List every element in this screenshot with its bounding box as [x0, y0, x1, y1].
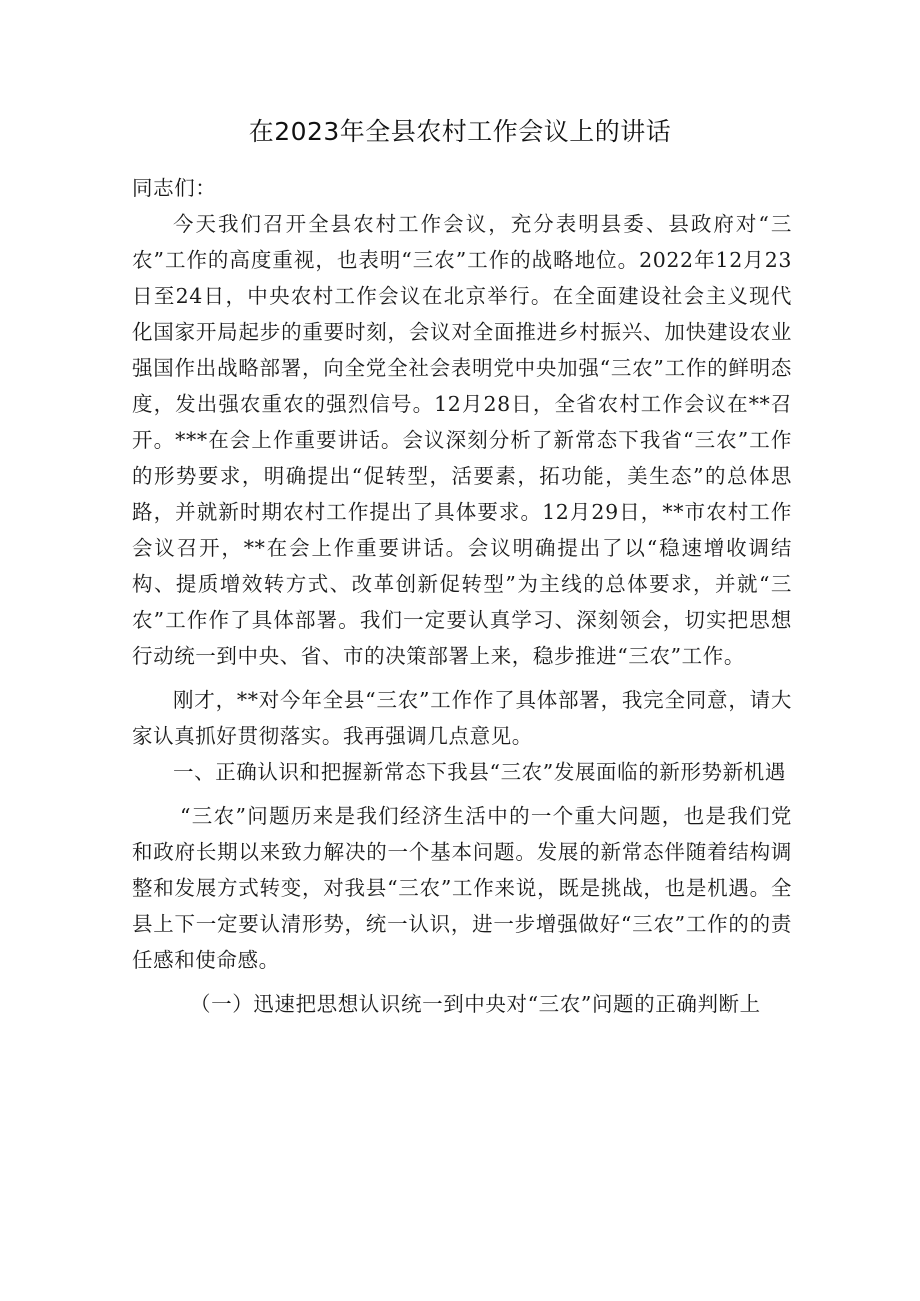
sub-heading: （一）迅速把思想认识统一到中央对“三农”问题的正确判断上 — [190, 992, 761, 1016]
paragraph-opening: 今天我们召开全县农村工作会议，充分表明县委、县政府对“三农”工作的高度重视，也表明“三农”工作的战略地位。2022年12月23日至24日，中央农村工作会议在北京举行。在全面建设社会主义现代化国家开局起步的重要时刻，会议对全面推进乡村振兴、加快建设农业强国作出战略部署，向全党全社会表明党中央加强“三农”工作的鲜明态度，发出强农重农的强烈信号。12月28日，全省农村工作会议在**召开。***在会上作重要讲话。会议深刻分析了新常态下我省“三农”工作的形势要求，明确提出“促转型，活要素，拓功能，美生态”的总体思路，并就新时期农村工作提出了具体要求。12月29日，**市农村工作会议召开，**在会上作重要讲话。会议明确提出了以“稳速增收调结构、提质增效转方式、改革创新促转型”为主线的总体要求，并就“三农”工作作了具体部署。我们一定要认真学习、深刻领会，切实把思想行动统一到中央、省、市的决策部署上来，稳步推进“三农”工作。 — [132, 212, 792, 668]
paragraph-instructions: 刚才，**对今年全县“三农”工作作了具体部署，我完全同意，请大家认真抓好贯彻落实。我再强调几点意见。 — [132, 688, 792, 748]
section-heading: 一、正确认识和把握新常态下我县“三农”发展面临的新形势新机遇 — [173, 760, 786, 784]
document-title: 在2023年全县农村工作会议上的讲话 — [248, 117, 672, 146]
section-paragraph: “三农”问题历来是我们经济生活中的一个重大问题，也是我们党和政府长期以来致力解决的一个基本问题。发展的新常态伴随着结构调整和发展方式转变，对我县“三农”工作来说，既是挑战，也是机遇。全县上下一定要认清形势，统一认识，进一步增强做好“三农”工作的的责任感和使命感。 — [132, 804, 792, 972]
salutation: 同志们： — [132, 176, 217, 200]
document-body — [132, 170, 792, 1022]
